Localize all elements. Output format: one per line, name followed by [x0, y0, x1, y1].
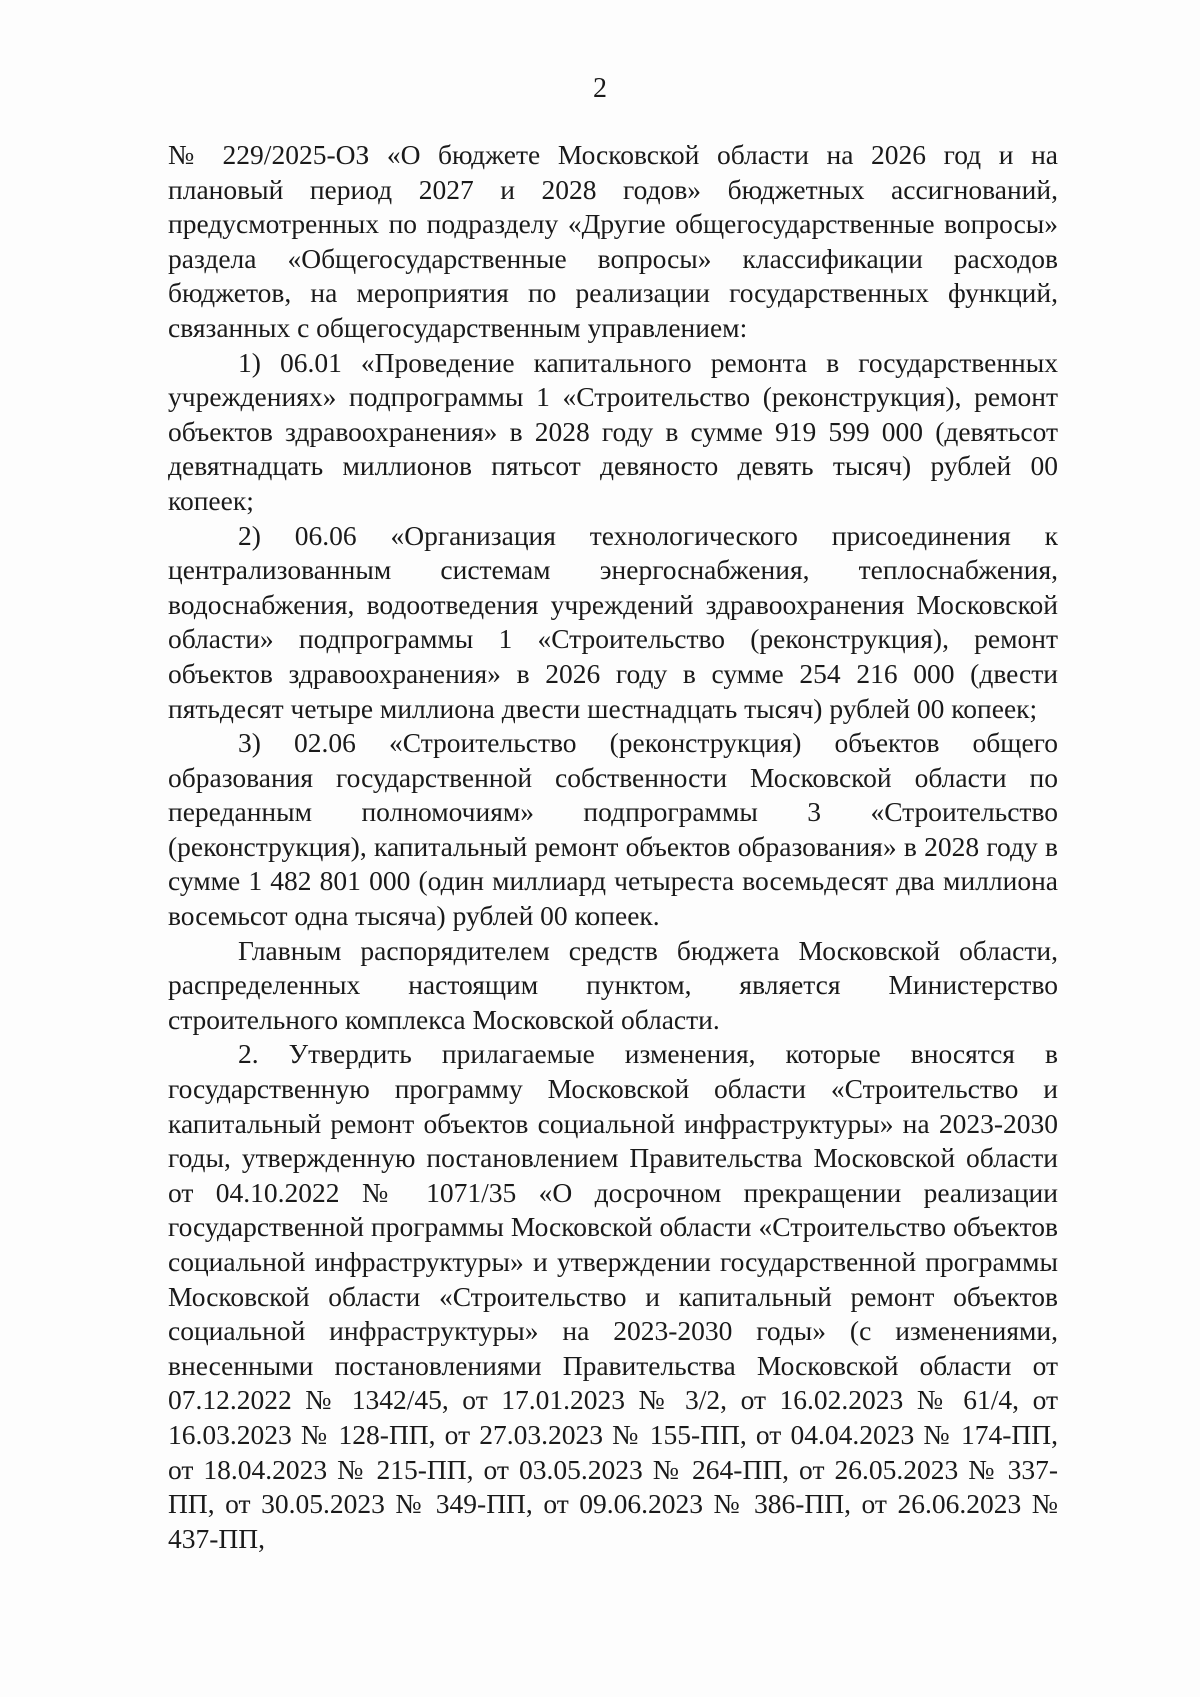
document-body	[168, 138, 1058, 1556]
paragraph-main-administrator: Главным распорядителем средств бюджета Московской области, распределенных настоящим пунктом, является Министерство строительного комплекса Московской области.	[168, 934, 1058, 1035]
paragraph-item-1: 1) 06.01 «Проведение капитального ремонта в государственных учреждениях» подпрограммы 1 «Строительство (реконструкция), ремонт объектов здравоохранения» в 2028 году в сумме 919 599 000 (девятьсот девятнадцать миллионов пятьсот девяносто девять тысяч) рублей 00 копеек;	[168, 346, 1058, 516]
paragraph-item-2: 2) 06.06 «Организация технологического присоединения к централизованным системам энергоснабжения, теплоснабжения, водоснабжения, водоотведения учреждений здравоохранения Московской области» подпрограммы 1 «Строительство (реконструкция), ремонт объектов здравоохранения» в 2026 году в сумме 254 216 000 (двести пятьдесят четыре миллиона двести шестнадцать тысяч) рублей 00 копеек;	[168, 519, 1058, 724]
paragraph-intro: № 229/2025-ОЗ «О бюджете Московской области на 2026 год и на плановый период 2027 и 2028 годов» бюджетных ассигнований, предусмотренных по подразделу «Другие общегосударственные вопросы» раздела «Общегосударственные вопросы» классификации расходов бюджетов, на мероприятия по реализации государственных функций, связанных с общегосударственным управлением:	[168, 139, 1058, 343]
paragraph-item-3: 3) 02.06 «Строительство (реконструкция) объектов общего образования государственной собственности Московской области по переданным полномочиям» подпрограммы 3 «Строительство (реконструкция), капитальный ремонт объектов образования» в 2028 году в сумме 1 482 801 000 (один миллиард четыреста восемьдесят два миллиона восемьсот одна тысяча) рублей 00 копеек.	[168, 727, 1058, 932]
paragraph-point-2: 2. Утвердить прилагаемые изменения, которые вносятся в государственную программу Московской области «Строительство и капитальный ремонт объектов социальной инфраструктуры» на 2023-2030 годы, утвержденную постановлением Правительства Московской области от 04.10.2022 № 1071/35 «О досрочном прекращении реализации государственной программы Московской области «Строительство объектов социальной инфраструктуры» и утверждении государственной программы Московской области «Строительство и капитальный ремонт объектов социальной инфраструктуры» на 2023-2030 годы» (с изменениями, внесенными постановлениями Правительства Московской области от 07.12.2022 № 1342/45, от 17.01.2023 № 3/2, от 16.02.2023 № 61/4, от 16.03.2023 № 128-ПП, от 27.03.2023 № 155-ПП, от 04.04.2023 № 174-ПП, от 18.04.2023 № 215-ПП, от 03.05.2023 № 264-ПП, от 26.05.2023 № 337-ПП, от 30.05.2023 № 349-ПП, от 09.06.2023 № 386-ПП, от 26.06.2023 № 437-ПП,	[168, 1038, 1058, 1554]
page-number: 2	[593, 73, 607, 104]
